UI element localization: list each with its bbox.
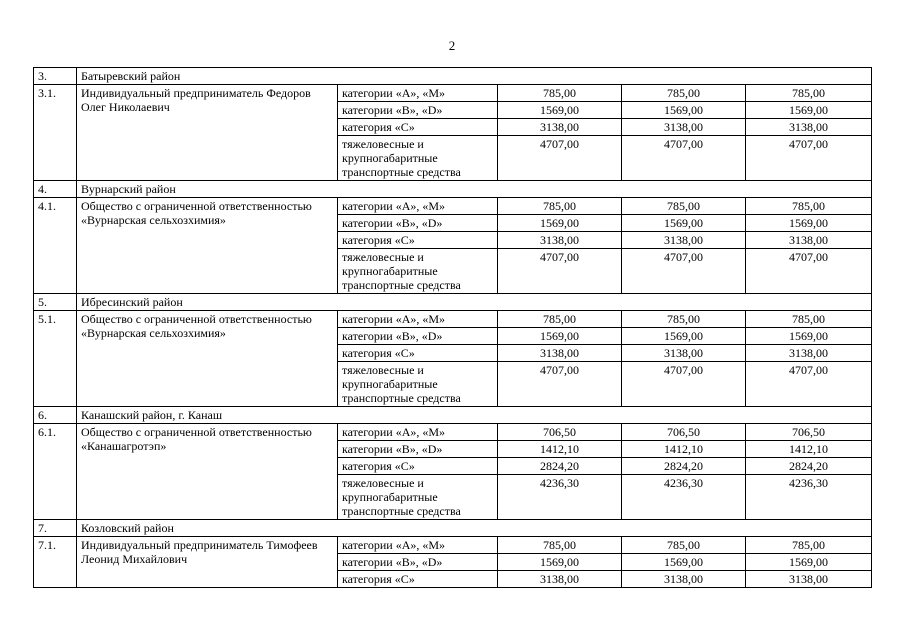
price-cell: 1569,00 — [622, 554, 746, 571]
district-name: Вурнарский район — [77, 181, 872, 198]
price-cell: 3138,00 — [622, 119, 746, 136]
category-cell: категории «А», «М» — [338, 424, 498, 441]
district-number: 4. — [34, 181, 77, 198]
price-cell: 1569,00 — [498, 328, 622, 345]
price-cell: 1412,10 — [622, 441, 746, 458]
tariff-row — [34, 424, 872, 441]
price-cell: 4707,00 — [498, 249, 622, 294]
price-cell: 1569,00 — [498, 102, 622, 119]
price-cell: 706,50 — [498, 424, 622, 441]
category-cell: категории «В», «D» — [338, 102, 498, 119]
district-name: Козловский район — [77, 520, 872, 537]
price-cell: 1569,00 — [746, 215, 872, 232]
district-number: 6. — [34, 407, 77, 424]
district-name: Канашский район, г. Канаш — [77, 407, 872, 424]
category-cell: категории «В», «D» — [338, 441, 498, 458]
page-number: 2 — [448, 38, 456, 53]
price-cell: 3138,00 — [746, 232, 872, 249]
price-cell: 1569,00 — [622, 328, 746, 345]
price-cell: 4707,00 — [622, 249, 746, 294]
price-cell: 3138,00 — [746, 345, 872, 362]
price-cell: 785,00 — [498, 85, 622, 102]
entry-number: 5.1. — [34, 311, 77, 407]
district-name: Ибресинский район — [77, 294, 872, 311]
category-cell: категория «С» — [338, 232, 498, 249]
price-cell: 1569,00 — [498, 215, 622, 232]
price-cell: 1412,10 — [746, 441, 872, 458]
category-cell: тяжеловесные и крупногабаритные транспортные средства — [338, 249, 498, 294]
price-cell: 4236,30 — [498, 475, 622, 520]
price-cell: 2824,20 — [622, 458, 746, 475]
price-cell: 3138,00 — [498, 119, 622, 136]
district-number: 7. — [34, 520, 77, 537]
price-cell: 785,00 — [498, 311, 622, 328]
price-cell: 1569,00 — [498, 554, 622, 571]
district-name: Батыревский район — [77, 68, 872, 85]
tariff-row — [34, 311, 872, 328]
category-cell: категории «А», «М» — [338, 85, 498, 102]
price-cell: 785,00 — [622, 85, 746, 102]
price-cell: 4707,00 — [498, 362, 622, 407]
district-number: 5. — [34, 294, 77, 311]
price-cell: 785,00 — [498, 198, 622, 215]
category-cell: категории «А», «М» — [338, 537, 498, 554]
tariff-row — [34, 85, 872, 102]
price-cell: 785,00 — [622, 537, 746, 554]
category-cell: категории «А», «М» — [338, 198, 498, 215]
price-cell: 3138,00 — [498, 345, 622, 362]
district-row — [34, 407, 872, 424]
organization-name: Индивидуальный предприниматель Федоров Олег Николаевич — [77, 85, 338, 181]
price-cell: 1412,10 — [498, 441, 622, 458]
price-cell: 785,00 — [746, 537, 872, 554]
price-cell: 3138,00 — [622, 345, 746, 362]
price-cell: 4707,00 — [746, 249, 872, 294]
category-cell: категория «С» — [338, 571, 498, 588]
entry-number: 7.1. — [34, 537, 77, 588]
district-number: 3. — [34, 68, 77, 85]
price-cell: 1569,00 — [622, 102, 746, 119]
category-cell: категория «С» — [338, 345, 498, 362]
price-cell: 706,50 — [622, 424, 746, 441]
price-cell: 4707,00 — [498, 136, 622, 181]
tariff-table — [33, 67, 872, 588]
category-cell: категории «А», «М» — [338, 311, 498, 328]
price-cell: 2824,20 — [746, 458, 872, 475]
category-cell: категории «В», «D» — [338, 554, 498, 571]
price-cell: 1569,00 — [746, 102, 872, 119]
price-cell: 4236,30 — [622, 475, 746, 520]
entry-number: 6.1. — [34, 424, 77, 520]
tariff-table-body — [34, 68, 872, 588]
price-cell: 3138,00 — [622, 571, 746, 588]
district-row — [34, 181, 872, 198]
category-cell: тяжеловесные и крупногабаритные транспортные средства — [338, 362, 498, 407]
price-cell: 3138,00 — [746, 119, 872, 136]
price-cell: 785,00 — [746, 311, 872, 328]
organization-name: Общество с ограниченной ответственностью «Вурнарская сельхозхимия» — [77, 198, 338, 294]
price-cell: 4707,00 — [746, 362, 872, 407]
organization-name: Индивидуальный предприниматель Тимофеев Леонид Михайлович — [77, 537, 338, 588]
price-cell: 3138,00 — [622, 232, 746, 249]
district-row — [34, 68, 872, 85]
category-cell: категории «В», «D» — [338, 328, 498, 345]
category-cell: категория «С» — [338, 119, 498, 136]
price-cell: 3138,00 — [746, 571, 872, 588]
price-cell: 3138,00 — [498, 232, 622, 249]
price-cell: 4236,30 — [746, 475, 872, 520]
price-cell: 4707,00 — [746, 136, 872, 181]
price-cell: 2824,20 — [498, 458, 622, 475]
district-row — [34, 294, 872, 311]
price-cell: 785,00 — [622, 311, 746, 328]
price-cell: 4707,00 — [622, 136, 746, 181]
price-cell: 785,00 — [746, 198, 872, 215]
organization-name: Общество с ограниченной ответственностью «Вурнарская сельхозхимия» — [77, 311, 338, 407]
price-cell: 3138,00 — [498, 571, 622, 588]
price-cell: 1569,00 — [746, 328, 872, 345]
price-cell: 785,00 — [622, 198, 746, 215]
price-cell: 785,00 — [498, 537, 622, 554]
entry-number: 3.1. — [34, 85, 77, 181]
price-cell: 1569,00 — [622, 215, 746, 232]
district-row — [34, 520, 872, 537]
price-cell: 1569,00 — [746, 554, 872, 571]
organization-name: Общество с ограниченной ответственностью «Канашагротэп» — [77, 424, 338, 520]
tariff-row — [34, 198, 872, 215]
entry-number: 4.1. — [34, 198, 77, 294]
price-cell: 706,50 — [746, 424, 872, 441]
price-cell: 4707,00 — [622, 362, 746, 407]
category-cell: категории «В», «D» — [338, 215, 498, 232]
category-cell: категория «С» — [338, 458, 498, 475]
tariff-row — [34, 537, 872, 554]
category-cell: тяжеловесные и крупногабаритные транспортные средства — [338, 136, 498, 181]
category-cell: тяжеловесные и крупногабаритные транспортные средства — [338, 475, 498, 520]
price-cell: 785,00 — [746, 85, 872, 102]
